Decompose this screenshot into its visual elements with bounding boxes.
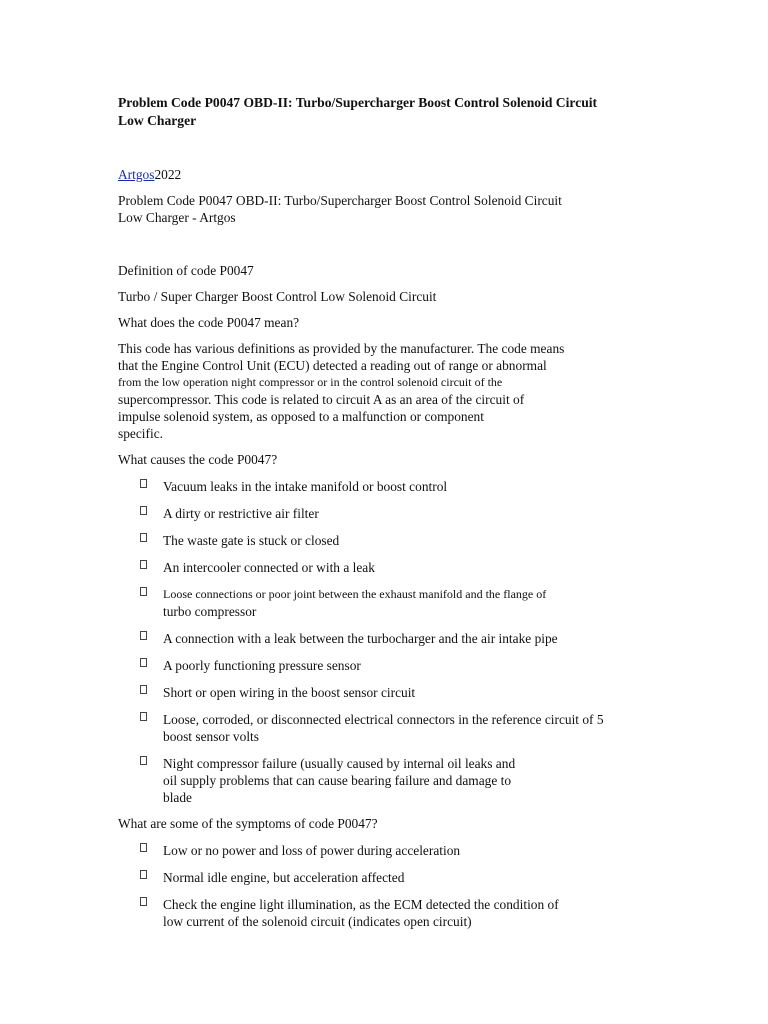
bullet-box-icon <box>140 870 147 879</box>
subtitle-line-1: Problem Code P0047 OBD-II: Turbo/Supercharger Boost Control Solenoid Circuit <box>118 193 562 208</box>
title-line-2: Low Charger <box>118 112 197 128</box>
meaning-question: What does the code P0047 mean? <box>118 315 300 330</box>
list-item: Night compressor failure (usually caused by internal oil leaks and oil supply problems that can cause bearing failure and damage to blade <box>118 755 638 806</box>
list-item: Loose, corroded, or disconnected electrical connectors in the reference circuit of 5 boost sensor volts <box>118 711 703 745</box>
causes-question: What causes the code P0047? <box>118 452 278 467</box>
bullet-box-icon <box>140 756 147 765</box>
subtitle-line-2: Low Charger - Artgos <box>118 210 236 225</box>
list-item: A poorly functioning pressure sensor <box>118 657 638 674</box>
bullet-box-icon <box>140 587 147 596</box>
author-link[interactable]: Artgos <box>118 167 155 182</box>
list-item: Vacuum leaks in the intake manifold or boost control <box>118 478 638 495</box>
author-year: 2022 <box>154 167 182 182</box>
list-item: The waste gate is stuck or closed <box>118 532 638 549</box>
bullet-box-icon <box>140 506 147 515</box>
list-item: Short or open wiring in the boost sensor circuit <box>118 684 638 701</box>
bullet-box-icon <box>140 560 147 569</box>
meaning-line-1: This code has various definitions as provided by the manufacturer. The code means <box>118 341 565 356</box>
bullet-box-icon <box>140 897 147 906</box>
title-line-1: Problem Code P0047 OBD-II: Turbo/Supercharger Boost Control Solenoid Circuit <box>118 95 598 110</box>
meaning-line-3: from the low operation night compressor or in the control solenoid circuit of the <box>118 375 503 389</box>
list-item: A dirty or restrictive air filter <box>118 505 638 522</box>
list-item: Check the engine light illumination, as the ECM detected the condition of low current of the solenoid circuit (indicates open circuit) <box>118 896 638 930</box>
definition-text: Turbo / Super Charger Boost Control Low Solenoid Circuit <box>118 289 437 304</box>
meaning-line-5: impulse solenoid system, as opposed to a malfunction or component <box>118 409 484 424</box>
author-line <box>118 166 638 183</box>
list-item: Loose connections or poor joint between the exhaust manifold and the flange of turbo compressor <box>118 586 638 620</box>
symptoms-question: What are some of the symptoms of code P0047? <box>118 816 378 831</box>
bullet-box-icon <box>140 533 147 542</box>
meaning-line-4: supercompressor. This code is related to circuit A as an area of the circuit of <box>118 392 525 407</box>
meaning-line-6: specific. <box>118 426 163 441</box>
bullet-box-icon <box>140 479 147 488</box>
list-item: Low or no power and loss of power during acceleration <box>118 842 638 859</box>
symptoms-list <box>118 842 638 930</box>
causes-list <box>118 478 638 806</box>
list-item: An intercooler connected or with a leak <box>118 559 638 576</box>
bullet-box-icon <box>140 658 147 667</box>
definition-heading: Definition of code P0047 <box>118 263 254 278</box>
list-item: Normal idle engine, but acceleration affected <box>118 869 638 886</box>
page-title <box>118 94 638 129</box>
meaning-paragraph <box>118 340 638 442</box>
list-item: A connection with a leak between the turbocharger and the air intake pipe <box>118 630 638 647</box>
bullet-box-icon <box>140 685 147 694</box>
bullet-box-icon <box>140 843 147 852</box>
bullet-box-icon <box>140 712 147 721</box>
bullet-box-icon <box>140 631 147 640</box>
subtitle <box>118 192 638 226</box>
meaning-line-2: that the Engine Control Unit (ECU) detected a reading out of range or abnormal <box>118 358 547 373</box>
